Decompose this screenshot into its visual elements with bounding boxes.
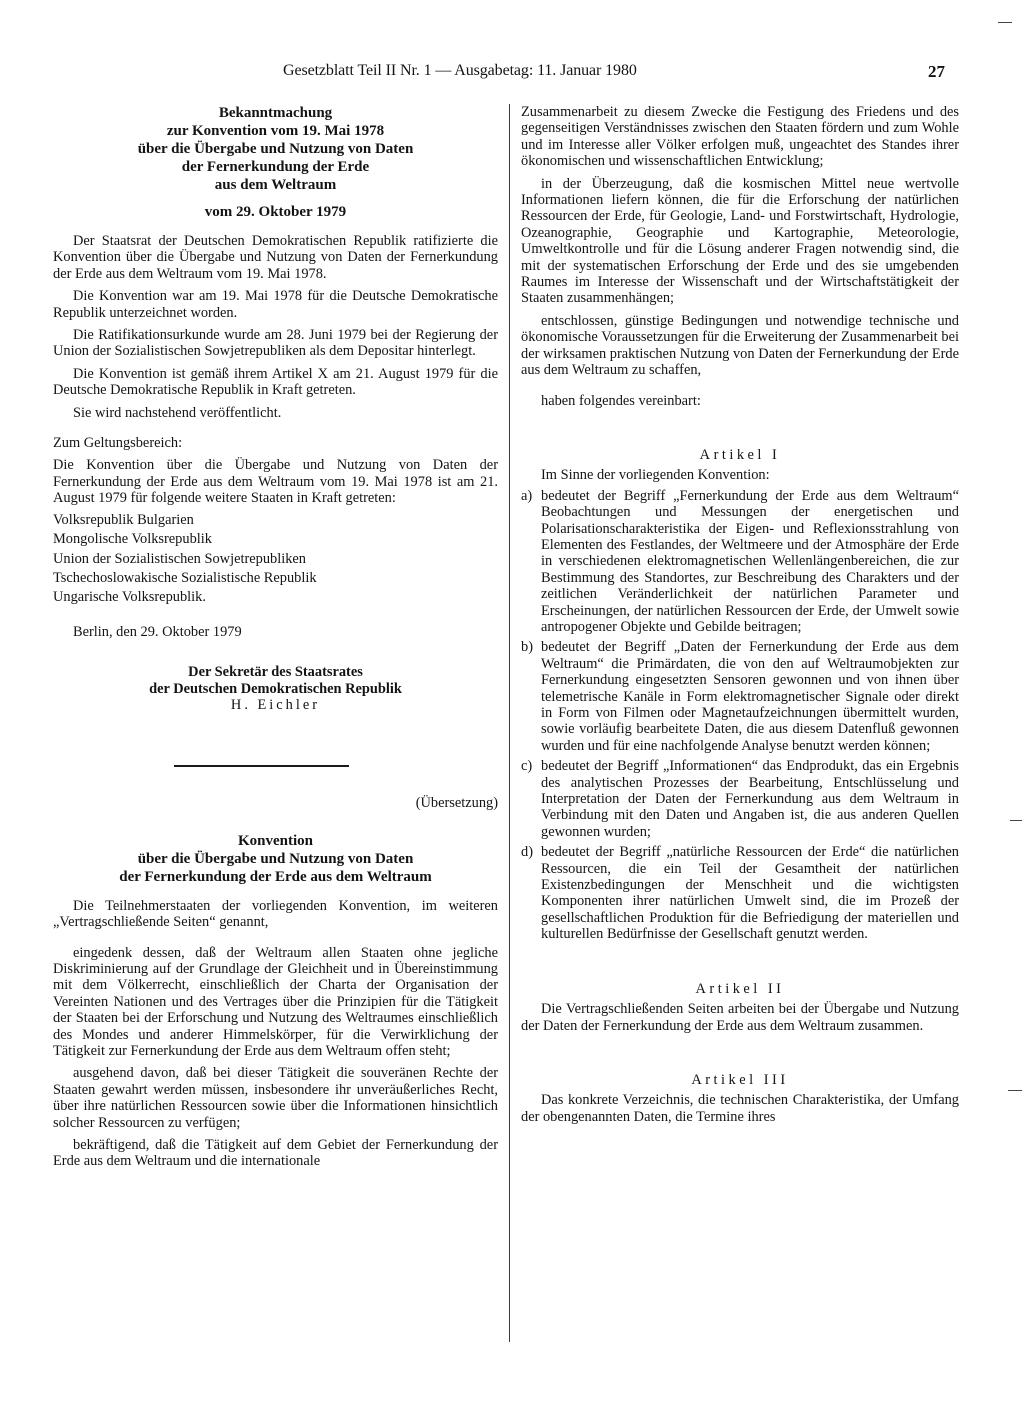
left-column [53,104,498,1170]
signatory-name: H. Eichler [230,696,321,713]
definition-label: d) [521,844,533,861]
scope-text: Die Konvention über die Übergabe und Nutzung von Daten der Fernerkundung der Erde aus dem Weltraum vom 19. Mai 1978 ist am 21. August 1979 für folgende weitere Staaten in Kraft getreten: [53,457,498,507]
convention-title-3: der Fernerkundung der Erde aus dem Weltraum [119,868,432,885]
preamble-paragraph: ausgehend davon, daß bei dieser Tätigkeit die souveränen Rechte der Staaten gewahrt werden müssen, insbesondere ihr unveräußerliches Recht, über ihre natürlichen Ressourcen sowie über die Informationen hinsichtlich solcher Ressourcen zu verfügen; [53,1065,498,1131]
scan-artifact [998,22,1012,23]
definition-label: a) [521,487,533,504]
preamble-paragraph: bekräftigend, daß die Tätigkeit auf dem Gebiet der Fernerkundung der Erde aus dem Weltraum und die internationale [53,1137,498,1170]
article-3-text: Das konkrete Verzeichnis, die technischen Charakteristika, der Umfang der obengenannten Daten, die Termine ihres [521,1092,959,1125]
announcement-title-1: Bekanntmachung [218,105,333,121]
state-item: Tschechoslowakische Sozialistische Republik [53,569,317,586]
preamble-paragraph: entschlossen, günstige Bedingungen und notwendige technische und ökonomische Voraussetzungen für die Erweiterung der Zusammenarbeit bei der wirksamen praktischen Nutzung von Daten der Fernerkundung der Erde aus dem Weltraum zu schaffen, [521,312,959,379]
definition-text: bedeutet der Begriff „Fernerkundung der Erde aus dem Weltraum“ Beobachtungen und Messungen der energetischen und Polarisationscharakteristika der Eigen- und Reflexionsstrahlung von Elementen des Festlandes, der Weltmeere und der Atmosphäre der Erde in verschiedenen elektromagnetischen Wellenlängenbereichen, die zur Bestimmung des Standortes, zur Beschreibung des Charakters und der zeitlichen Veränderlichkeit der natürlichen Parameter und Erscheinungen, der natürlichen Ressourcen der Erde, der Umwelt sowie antropogener Objekte und Gebilde beitragen; [541,487,959,635]
signatory-title-1: Der Sekretär des Staatsrates [188,664,363,681]
scan-artifact [1008,1090,1022,1091]
announcement-title-2: zur Konvention vom 19. Mai 1978 [166,123,385,139]
preamble-continuation: Zusammenarbeit zu diesem Zwecke die Festigung des Friedens und des gegenseitigen Verständnisses zwischen den Staaten fördern und zum Wohle und im Interesse aller Völker erfolgen muß, ungeachtet des Standes ihrer ökonomischen und wissenschaftlichen Entwicklung; [521,104,959,170]
right-column [521,104,959,1125]
section-rule [174,765,349,767]
state-item: Mongolische Volksrepublik [53,531,212,548]
announcement-title-3: über die Übergabe und Nutzung von Daten [137,141,414,157]
definition-item [521,488,959,636]
definition-label: b) [521,639,533,656]
definition-item [521,639,959,754]
article-2-heading: Artikel II [695,980,785,997]
announcement-paragraph: Sie wird nachstehend veröffentlicht. [73,404,282,421]
definition-text: bedeutet der Begriff „Informationen“ das Endprodukt, das ein Ergebnis des analytischen Prozesses der Bearbeitung, Entschlüsselung und Interpretation der Daten der Fernerkundung aus dem Weltraum in Verbindung mit den Daten und Angaben ist, die aus anderen Quellen gewonnen wurden; [541,758,959,840]
scope-heading: Zum Geltungsbereich: [53,435,183,452]
announcement-paragraph: Die Konvention war am 19. Mai 1978 für die Deutsche Demokratische Republik unterzeichnet worden. [53,288,498,321]
column-divider [509,104,510,1342]
preamble-intro: Die Teilnehmerstaaten der vorliegenden Konvention, im weiteren „Vertragschließende Seiten“ genannt, [53,897,498,931]
definition-item [521,758,959,840]
page-number: 27 [928,62,945,81]
convention-title-2: über die Übergabe und Nutzung von Daten [137,850,414,867]
definition-label: c) [521,758,533,775]
preamble-paragraph: eingedenk dessen, daß der Weltraum allen Staaten ohne jegliche Diskriminierung auf der Grundlage der Gleichheit und in Übereinstimmung mit dem Völkerrecht, einschließlich der Charta der Organisation der Vereinten Nationen und des Vertrages über die Prinzipien für die Tätigkeit der Staaten bei der Erforschung und Nutzung des Weltraumes einschließlich des Mondes und anderer Himmelskörper, für die Verwirklichung der Tätigkeit zur Fernerkundung der Erde aus dem Weltraum offen steht; [53,944,498,1059]
announcement-title-4: der Fernerkundung der Erde [181,159,370,175]
announcement-paragraph: Die Ratifikationsurkunde wurde am 28. Juni 1979 bei der Regierung der Union der Sozialistischen Sowjetrepubliken als dem Depositar hinterlegt. [53,327,498,360]
article-1-heading: Artikel I [699,446,781,463]
announcement-date: vom 29. Oktober 1979 [204,204,347,220]
state-item: Union der Sozialistischen Sowjetrepubliken [53,550,306,567]
signatory-title-2: der Deutschen Demokratischen Republik [149,680,402,697]
place-date: Berlin, den 29. Oktober 1979 [73,623,242,640]
article-3-heading: Artikel III [691,1071,789,1088]
agreed-clause: haben folgendes vereinbart: [541,392,701,409]
announcement-paragraph: Die Konvention ist gemäß ihrem Artikel X am 21. August 1979 für die Deutsche Demokratische Republik in Kraft getreten. [53,365,498,399]
state-item: Volksrepublik Bulgarien [53,511,194,528]
definition-item [521,844,959,942]
article-1-intro: Im Sinne der vorliegenden Konvention: [541,467,770,484]
translation-note: (Übersetzung) [415,795,498,812]
announcement-paragraph: Der Staatsrat der Deutschen Demokratischen Republik ratifizierte die Konvention über die Übergabe und Nutzung von Daten der Fernerkundung der Erde aus dem Weltraum vom 19. Mai 1978. [53,233,498,282]
running-header: Gesetzblatt Teil II Nr. 1 — Ausgabetag: 11. Januar 1980 [283,62,637,79]
scan-artifact [1010,820,1022,821]
announcement-title-5: aus dem Weltraum [214,177,337,193]
definition-text: bedeutet der Begriff „natürliche Ressourcen der Erde“ die natürlichen Ressourcen, die ein Teil der Gesamtheit der natürlichen Existenzbedingungen der Menschheit und die wichtigsten Komponenten ihrer natürlichen Umwelt sind, die im Prozeß der gesellschaftlichen Produktion für die Befriedigung der materiellen und kulturellen Bedürfnisse der Gesellschaft genutzt werden. [541,844,959,943]
preamble-paragraph: in der Überzeugung, daß die kosmischen Mittel neue wertvolle Informationen liefern können, die für die Erforschung der natürlichen Ressourcen der Erde, für Geologie, Land- und Forstwirtschaft, Hydrologie, Ozeanographie, Geographie und Kartographie, Meteorologie, Umweltkontrolle und für die Lösung anderer Fragen notwendig sind, die mit der systematischen Erforschung der Erde und des sie umgebenden Raumes im Interesse der Wissenschaft und der Wirtschaftstätigkeit der Staaten zusammenhängen; [521,175,959,307]
convention-title-1: Konvention [237,832,313,849]
article-2-text: Die Vertragschließenden Seiten arbeiten bei der Übergabe und Nutzung der Daten der Fernerkundung der Erde aus dem Weltraum zusammen. [521,1001,959,1034]
state-item: Ungarische Volksrepublik. [53,589,206,606]
definition-text: bedeutet der Begriff „Daten der Fernerkundung der Erde aus dem Weltraum“ die Primärdaten, die von den auf Weltraumobjekten zur Fernerkundung eingesetzten Sensoren gewonnen und von ihnen über telemetrische Kanäle in Form elektromagnetischer Signale oder direkt in Form von Filmen oder Magnetaufzeichnungen übermittelt wurden, sowie vorläufig bearbeitete Daten, die aus diesem Datenfluß gewonnen wurden und für eine nachfolgende Analyse benutzt werden können; [541,639,959,754]
